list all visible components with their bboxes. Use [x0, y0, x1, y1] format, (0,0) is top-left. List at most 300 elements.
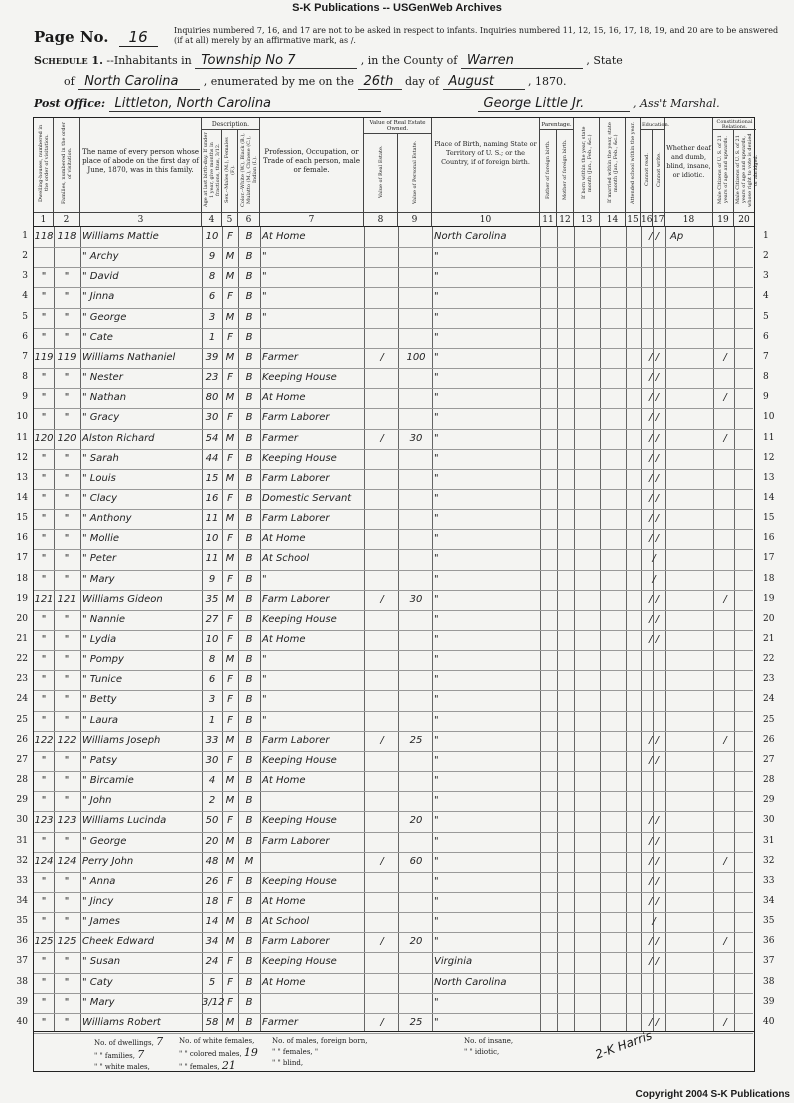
occupation: Farmer [262, 1016, 298, 1028]
person-name: " Mary [82, 996, 115, 1008]
age: 1 [208, 331, 216, 343]
table-row [34, 308, 753, 329]
dwelling-number: " [41, 976, 47, 988]
color: B [245, 976, 253, 988]
color: B [245, 613, 253, 625]
footer-col-1: No. of dwellings, 7 " " families, 7 " " white males, [94, 1035, 164, 1071]
dwelling-number: " [41, 513, 47, 525]
person-name: " David [82, 271, 119, 283]
family-number: " [64, 331, 70, 343]
personal-estate-value: 100 [406, 351, 426, 363]
disability [670, 731, 712, 751]
age: 80 [205, 392, 219, 404]
personal-estate-value [400, 308, 432, 328]
occupation: At Home [262, 533, 306, 545]
family-number: " [64, 956, 70, 968]
col-header-11: Father of foreign birth. [540, 130, 557, 212]
person-name: " Laura [82, 714, 119, 726]
family-number: 125 [57, 936, 77, 948]
color: B [245, 1016, 253, 1028]
age: 15 [205, 472, 219, 484]
dwelling-number: " [41, 795, 47, 807]
family-number: " [64, 996, 70, 1008]
birthplace: " [434, 573, 439, 585]
age: 27 [205, 613, 219, 625]
table-row [34, 973, 753, 994]
line-number: 20 [763, 613, 775, 624]
disability [670, 973, 712, 993]
disability [670, 469, 712, 489]
table-row [34, 247, 753, 268]
disability [670, 509, 712, 529]
real-estate-value [366, 630, 398, 650]
person-name: " Archy [82, 251, 119, 263]
family-number: " [64, 492, 70, 504]
line-number: 35 [16, 916, 28, 927]
occupation: At School [262, 916, 310, 928]
column-number: 9 [398, 212, 432, 227]
age: 30 [205, 412, 219, 424]
table-row [34, 509, 753, 530]
family-number: " [64, 694, 70, 706]
dwelling-number: 118 [34, 231, 54, 242]
line-number: 14 [16, 492, 28, 503]
person-name: Williams Lucinda [82, 815, 167, 827]
color: B [245, 573, 253, 585]
color: B [245, 795, 253, 807]
personal-estate-value [400, 469, 432, 489]
citizen-mark [715, 650, 735, 670]
line-number: 32 [763, 855, 775, 866]
real-estate-value: / [380, 855, 384, 867]
disability [670, 811, 712, 831]
age: 39 [205, 351, 219, 363]
township-field: Township No 7 [195, 53, 357, 69]
dwelling-number: " [41, 613, 47, 625]
column-number: 10 [432, 212, 540, 227]
color: B [245, 593, 253, 605]
line-number: 33 [16, 875, 28, 886]
column-number: 6 [238, 212, 260, 227]
personal-estate-value [400, 509, 432, 529]
dwelling-number: " [41, 452, 47, 464]
table-row [34, 570, 753, 591]
age: 58 [205, 1016, 219, 1028]
person-name: Williams Mattie [82, 231, 159, 242]
sex: M [225, 553, 235, 565]
personal-estate-value [400, 630, 432, 650]
sex: M [225, 775, 235, 787]
color: B [245, 815, 253, 827]
line-number: 12 [16, 452, 28, 463]
occupation: Keeping House [262, 372, 337, 384]
personal-estate-value [400, 368, 432, 388]
personal-estate-value [400, 872, 432, 892]
education-marks [642, 287, 666, 307]
birthplace: " [434, 351, 439, 363]
real-estate-value [366, 227, 398, 247]
col-header-4: Age at last birth-day. If under 1 year, give months in fractions, thus, 3/12. [202, 130, 222, 212]
birthplace: " [434, 432, 439, 444]
citizen-mark [715, 449, 735, 469]
line-number: 10 [16, 412, 28, 423]
line-number: 6 [763, 331, 769, 342]
sex: M [225, 432, 235, 444]
birthplace: " [434, 492, 439, 504]
line-number: 37 [16, 956, 28, 967]
person-name: " John [82, 795, 112, 807]
age: 9 [208, 573, 216, 585]
person-name: " Bircamie [82, 775, 134, 787]
occupation: " [262, 311, 267, 323]
col-header-parentage: Parentage. [540, 118, 574, 130]
table-row [34, 731, 753, 752]
citizen-mark [715, 711, 735, 731]
occupation: At Home [262, 976, 306, 988]
col-header-20: Male Citizens of U. S. of 21 years of age and upwards, whose right to vote is denied or abridged. [735, 133, 759, 207]
line-number: 11 [16, 432, 28, 443]
family-number: 122 [57, 734, 77, 746]
col-header-19: Male Citizens of U. S. of 21 years of age and upwards. [713, 130, 734, 212]
sex: M [225, 916, 235, 928]
col-header-12: Mother of foreign birth. [557, 130, 574, 212]
line-number: 22 [763, 654, 775, 665]
line-number: 34 [16, 895, 28, 906]
line-number: 19 [763, 593, 775, 604]
line-number: 2 [763, 251, 769, 262]
post-office-line: Post Office: Littleton, North Carolina George Little Jr. , Ass't Marshal. [34, 96, 720, 111]
birthplace: " [434, 311, 439, 323]
personal-estate-value: 25 [409, 734, 423, 746]
color: B [245, 895, 253, 907]
personal-estate-value [400, 912, 432, 932]
disability [670, 267, 712, 287]
occupation: Keeping House [262, 956, 337, 968]
occupation [262, 993, 364, 1013]
dwelling-number: " [41, 291, 47, 303]
occupation: Farmer [262, 432, 298, 444]
family-number: 120 [57, 432, 77, 444]
real-estate-value [366, 952, 398, 972]
personal-estate-value: 60 [409, 855, 423, 867]
disability [670, 549, 712, 569]
table-row [34, 489, 753, 510]
citizen-mark [715, 509, 735, 529]
dwelling-number: " [41, 533, 47, 545]
line-number: 23 [16, 674, 28, 685]
dwelling-number: " [41, 472, 47, 484]
age: 11 [205, 513, 219, 525]
real-estate-value [366, 570, 398, 590]
personal-estate-value [400, 529, 432, 549]
age: 10 [205, 231, 219, 242]
dwelling-number: " [41, 694, 47, 706]
personal-estate-value [400, 408, 432, 428]
sex: F [227, 754, 233, 766]
citizen-mark: / [723, 392, 727, 404]
line-number: 7 [763, 351, 769, 362]
real-estate-value [366, 509, 398, 529]
table-row [34, 630, 753, 651]
real-estate-value [366, 872, 398, 892]
column-number: 16 [641, 212, 653, 227]
table-row [34, 650, 753, 671]
birthplace: " [434, 835, 439, 847]
color: B [245, 674, 253, 686]
dwelling-number: " [41, 392, 47, 404]
personal-estate-value [400, 832, 432, 852]
person-name: " Jinna [82, 291, 115, 303]
sex: F [227, 372, 233, 384]
line-number: 8 [22, 372, 28, 383]
line-number: 8 [763, 372, 769, 383]
birthplace: " [434, 613, 439, 625]
disability [670, 690, 712, 710]
occupation: " [262, 291, 267, 303]
birthplace: " [434, 654, 439, 666]
disability [670, 388, 712, 408]
person-name: Williams Gideon [82, 593, 163, 605]
real-estate-value [366, 469, 398, 489]
column-number: 14 [600, 212, 626, 227]
col-header-18: Whether deaf and dumb, blind, insane, or idiotic. [665, 118, 713, 212]
person-name: " Mollie [82, 533, 120, 545]
occupation: At Home [262, 775, 306, 787]
dwelling-number: " [41, 835, 47, 847]
citizen-mark [715, 973, 735, 993]
family-number: " [64, 613, 70, 625]
line-number: 11 [763, 432, 775, 443]
line-number: 14 [763, 492, 775, 503]
citizen-mark: / [723, 734, 727, 746]
person-name: " George [82, 835, 127, 847]
line-number: 1 [763, 231, 769, 241]
line-number: 16 [16, 533, 28, 544]
line-number: 31 [763, 835, 775, 846]
education-marks: / / [649, 956, 659, 968]
education-marks [642, 650, 666, 670]
education-marks: / / [649, 734, 659, 746]
person-name: " Cate [82, 331, 113, 343]
family-number: " [64, 412, 70, 424]
birthplace: " [434, 795, 439, 807]
birthplace: " [434, 392, 439, 404]
disability [670, 368, 712, 388]
line-number: 39 [16, 996, 28, 1007]
table-row [34, 952, 753, 973]
family-number: " [64, 654, 70, 666]
age: 5 [208, 976, 216, 988]
dwelling-number: " [41, 754, 47, 766]
real-estate-value [366, 328, 398, 348]
personal-estate-value [400, 690, 432, 710]
occupation: " [262, 714, 267, 726]
education-marks: / / [649, 1016, 659, 1028]
line-number: 29 [763, 795, 775, 806]
line-number: 9 [22, 392, 28, 403]
family-number: " [64, 674, 70, 686]
margin-note: 2-K Harris [593, 1028, 655, 1062]
education-marks [642, 690, 666, 710]
birthplace: North Carolina [434, 976, 507, 988]
line-number: 29 [16, 795, 28, 806]
real-estate-value: / [380, 1016, 384, 1028]
table-row [34, 872, 753, 893]
citizen-mark [715, 771, 735, 791]
line-number: 7 [22, 351, 28, 362]
person-name: " Louis [82, 472, 116, 484]
disability [670, 408, 712, 428]
citizen-mark [715, 227, 735, 247]
family-number: 118 [57, 231, 77, 242]
birthplace: " [434, 412, 439, 424]
table-row [34, 751, 753, 772]
county-field: Warren [461, 53, 583, 69]
disability [670, 590, 712, 610]
family-number: " [64, 533, 70, 545]
color: B [245, 835, 253, 847]
age: 3 [208, 694, 216, 706]
table-row [34, 328, 753, 349]
education-marks: / / [649, 392, 659, 404]
colored-males-count: 19 [243, 1046, 258, 1059]
real-estate-value [366, 791, 398, 811]
col-header-7: Profession, Occupation, or Trade of each person, male or female. [260, 118, 364, 212]
age: 24 [205, 956, 219, 968]
personal-estate-value [400, 247, 432, 267]
sex: M [225, 593, 235, 605]
line-number: 39 [763, 996, 775, 1007]
line-number: 10 [763, 412, 775, 423]
education-marks: / [652, 916, 656, 928]
sex: M [225, 734, 235, 746]
color: B [245, 936, 253, 948]
dwelling-number: 122 [34, 734, 54, 746]
real-estate-value [366, 973, 398, 993]
column-number: 15 [626, 212, 641, 227]
column-number: 18 [665, 212, 713, 227]
table-row [34, 811, 753, 832]
personal-estate-value: 25 [409, 1016, 423, 1028]
education-marks: / / [649, 452, 659, 464]
education-marks: / / [649, 593, 659, 605]
state-field: North Carolina [78, 74, 200, 90]
family-number: " [64, 795, 70, 807]
personal-estate-value [400, 993, 432, 1013]
color: B [245, 714, 253, 726]
real-estate-value [366, 832, 398, 852]
person-name: " Patsy [82, 754, 117, 766]
birthplace: " [434, 714, 439, 726]
person-name: " Nathan [82, 392, 127, 404]
table-row [34, 852, 753, 873]
line-number: 4 [22, 291, 28, 302]
dwelling-number: " [41, 1016, 47, 1028]
sex: F [227, 573, 233, 585]
sex: M [225, 351, 235, 363]
citizen-mark [715, 549, 735, 569]
color: B [245, 754, 253, 766]
real-estate-value [366, 287, 398, 307]
dwelling-number: " [41, 714, 47, 726]
color: B [245, 654, 253, 666]
birthplace: " [434, 916, 439, 928]
table-row [34, 469, 753, 490]
personal-estate-value [400, 549, 432, 569]
line-number: 36 [16, 936, 28, 947]
line-number: 18 [16, 573, 28, 584]
occupation: " [262, 694, 267, 706]
line-number: 28 [16, 775, 28, 786]
color: B [245, 875, 253, 887]
real-estate-value [366, 610, 398, 630]
occupation: " [262, 251, 267, 263]
education-marks [642, 711, 666, 731]
family-number: " [64, 553, 70, 565]
education-marks: / / [649, 412, 659, 424]
family-number: " [64, 271, 70, 283]
line-number: 21 [16, 634, 28, 644]
real-estate-value [366, 751, 398, 771]
family-number: " [64, 835, 70, 847]
age: 26 [205, 875, 219, 887]
line-number: 18 [763, 573, 775, 584]
education-marks: / / [649, 472, 659, 484]
col-header-15: Attended school within the year. [626, 118, 641, 212]
col-header-16: Cannot read. [641, 130, 653, 212]
col-header-education: Education. [641, 118, 665, 130]
age: 6 [208, 291, 216, 303]
birthplace: " [434, 271, 439, 283]
dwelling-number: " [41, 331, 47, 343]
line-number: 26 [16, 734, 28, 745]
education-marks: / / [649, 372, 659, 384]
dwelling-number: 124 [34, 855, 54, 867]
table-row [34, 549, 753, 570]
column-number: 11 [540, 212, 557, 227]
disability [670, 630, 712, 650]
education-marks: / / [649, 815, 659, 827]
color: B [245, 634, 253, 645]
disability [670, 348, 712, 368]
disability [670, 952, 712, 972]
age: 10 [205, 533, 219, 545]
birthplace: " [434, 251, 439, 263]
line-number: 37 [763, 956, 775, 967]
family-number: 121 [57, 593, 77, 605]
citizen-mark [715, 308, 735, 328]
education-marks [642, 973, 666, 993]
education-marks: / / [649, 936, 659, 948]
citizen-mark [715, 408, 735, 428]
citizen-mark: / [723, 855, 727, 867]
occupation: " [262, 654, 267, 666]
citizen-mark [715, 247, 735, 267]
person-name: " Caty [82, 976, 113, 988]
sex: F [227, 331, 233, 343]
sex: F [227, 956, 233, 968]
column-number: 2 [54, 212, 80, 227]
table-row [34, 771, 753, 792]
personal-estate-value: 20 [409, 936, 423, 948]
person-name: Alston Richard [82, 432, 155, 444]
personal-estate-value: 30 [409, 432, 423, 444]
personal-estate-value [400, 449, 432, 469]
sex: M [225, 251, 235, 263]
birthplace: " [434, 593, 439, 605]
enumeration-line: of North Carolina , enumerated by me on the 26th day of August , 1870. [64, 74, 567, 89]
education-marks [642, 993, 666, 1013]
